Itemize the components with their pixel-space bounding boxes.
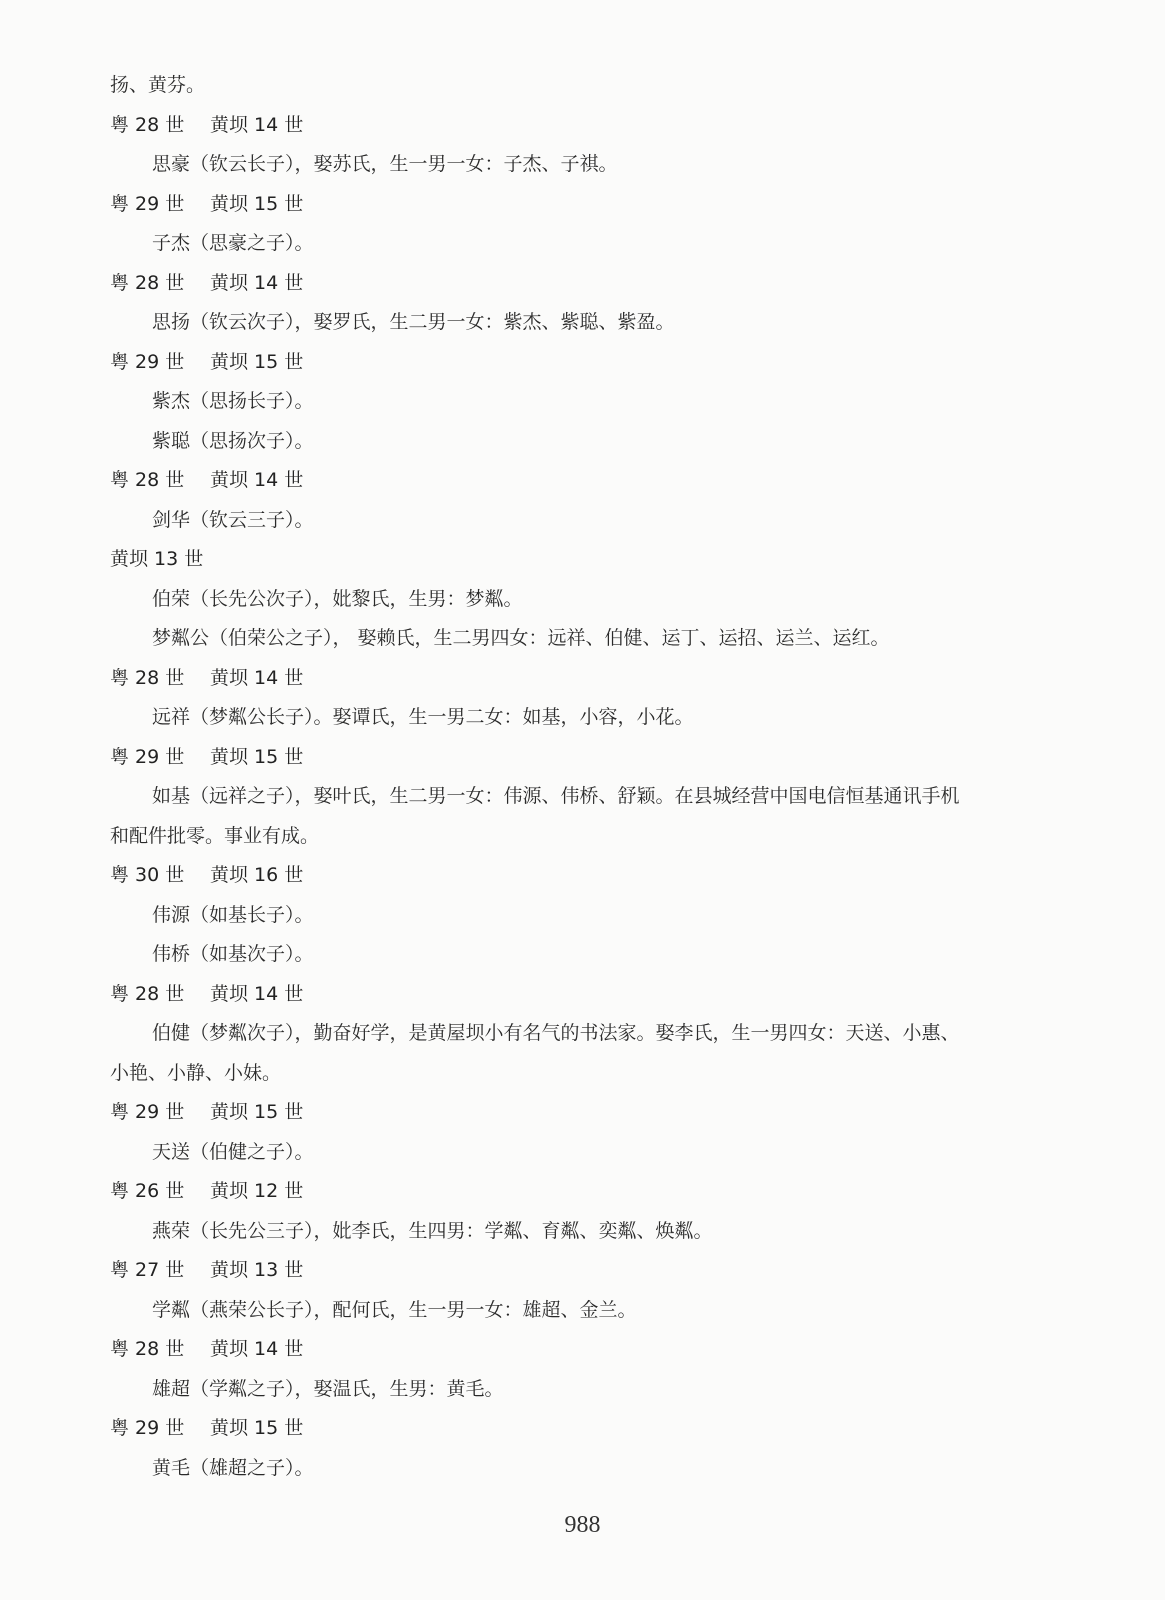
generation-heading [110, 185, 1050, 225]
generation-heading [110, 264, 1050, 304]
local-generation-label: 黄坝 13 世 [210, 1259, 304, 1281]
generation-label: 粤 29 世 [110, 1101, 185, 1123]
genealogy-entry [110, 1291, 1050, 1331]
generation-heading [110, 856, 1050, 896]
continuation-line: 和配件批零。事业有成。 [110, 824, 320, 847]
generation-label: 粤 28 世 [110, 666, 185, 689]
entry-text: （思扬长子）。 [190, 390, 314, 412]
generation-heading [110, 1330, 1050, 1370]
entry-text: （梦粼次子），勤奋好学，是黄屋坝小有名气的书法家。娶李氏，生一男四女：天送、小惠、 [190, 1022, 960, 1044]
genealogy-entry [110, 382, 1050, 422]
generation-label: 粤 29 世 [110, 350, 185, 373]
generation-label: 粤 26 世 [110, 1180, 185, 1202]
generation-label: 粤 29 世 [110, 192, 185, 215]
continuation-line: 扬、黄芬。 [110, 74, 206, 96]
local-generation-label: 黄坝 14 世 [210, 982, 304, 1005]
generation-heading [110, 1251, 1050, 1291]
generation-heading [110, 1093, 1050, 1133]
person-name: 伟桥 [152, 943, 191, 965]
generation-label: 粤 30 世 [110, 864, 185, 886]
entry-text: （钦云三子）。 [190, 508, 314, 531]
genealogy-entry [110, 224, 1050, 264]
local-generation-label: 黄坝 14 世 [210, 113, 304, 136]
person-name: 思豪 [152, 153, 191, 175]
genealogy-entry [110, 1449, 1050, 1489]
genealogy-entry [110, 145, 1050, 185]
generation-heading [110, 1172, 1050, 1212]
genealogy-entry [110, 698, 1050, 738]
generation-label: 粤 28 世 [110, 469, 185, 491]
person-name: 黄毛 [152, 1456, 191, 1479]
genealogy-entry [110, 422, 1050, 462]
genealogy-entry [110, 1370, 1050, 1410]
generation-heading [110, 1409, 1050, 1449]
entry-text: （伯健之子）。 [190, 1140, 314, 1163]
genealogy-entry [110, 501, 1050, 541]
entry-text: （钦云长子），娶苏氏，生一男一女：子杰、子祺。 [190, 153, 618, 175]
local-generation-label: 黄坝 15 世 [210, 745, 304, 768]
local-generation-label: 黄坝 15 世 [210, 1417, 304, 1439]
local-generation-label: 黄坝 15 世 [210, 350, 304, 373]
generation-label: 粤 28 世 [110, 113, 185, 136]
genealogy-entry [110, 580, 1050, 620]
generation-label: 黄坝 13 世 [110, 548, 204, 570]
genealogy-entry [110, 303, 1050, 343]
genealogy-entry [110, 777, 1050, 817]
generation-label: 粤 28 世 [110, 1338, 185, 1360]
person-name: 伟源 [152, 903, 191, 926]
generation-heading [110, 106, 1050, 146]
entry-text: （梦粼公长子）。娶谭氏，生一男二女：如基，小容，小花。 [190, 706, 694, 728]
entry-text: （长先公次子），妣黎氏，生男：梦粼。 [190, 587, 523, 610]
person-name: 伯荣 [152, 587, 191, 610]
entry-text: （长先公三子），妣李氏，生四男：学粼、育粼、奕粼、焕粼。 [190, 1219, 713, 1242]
local-generation-label: 黄坝 14 世 [210, 1338, 304, 1360]
person-name: 如基 [152, 785, 191, 807]
person-name: 燕荣 [152, 1219, 191, 1242]
person-name: 子杰 [152, 232, 191, 254]
document-body [110, 66, 1050, 1488]
generation-heading [110, 540, 1050, 580]
generation-heading [110, 343, 1050, 383]
entry-text: （钦云次子），娶罗氏，生二男一女：紫杰、紫聪、紫盈。 [190, 311, 675, 333]
generation-label: 粤 29 世 [110, 1417, 185, 1439]
page-number: 988 [564, 1512, 601, 1538]
generation-label: 粤 29 世 [110, 745, 185, 768]
local-generation-label: 黄坝 15 世 [210, 192, 304, 215]
entry-text: （如基次子）。 [190, 943, 314, 965]
person-name: 伯健 [152, 1022, 191, 1044]
person-name: 梦粼公 [152, 627, 210, 649]
entry-text: （燕荣公长子），配何氏，生一男一女：雄超、金兰。 [190, 1298, 637, 1321]
generation-label: 粤 27 世 [110, 1259, 185, 1281]
entry-text: （雄超之子）。 [190, 1456, 314, 1479]
person-name: 紫杰 [152, 390, 191, 412]
local-generation-label: 黄坝 14 世 [210, 271, 304, 294]
generation-heading [110, 461, 1050, 501]
entry-text: （伯荣公之子）， 娶赖氏，生二男四女：远祥、伯健、运丁、运招、运兰、运红。 [209, 627, 890, 649]
genealogy-entry [110, 619, 1050, 659]
local-generation-label: 黄坝 16 世 [210, 864, 304, 886]
entry-text: （思豪之子）。 [190, 232, 314, 254]
genealogy-entry [110, 1212, 1050, 1252]
entry-text: （如基长子）。 [190, 903, 314, 926]
generation-heading [110, 738, 1050, 778]
continuation-line: 小艳、小静、小妹。 [110, 1061, 282, 1084]
local-generation-label: 黄坝 12 世 [210, 1180, 304, 1202]
genealogy-entry [110, 1014, 1050, 1054]
local-generation-label: 黄坝 14 世 [210, 469, 304, 491]
person-name: 雄超 [152, 1377, 191, 1400]
generation-label: 粤 28 世 [110, 271, 185, 294]
person-name: 天送 [152, 1140, 191, 1163]
generation-heading [110, 975, 1050, 1015]
entry-text: （远祥之子），娶叶氏，生二男一女：伟源、伟桥、舒颖。在县城经营中国电信恒基通讯手机 [190, 785, 960, 807]
genealogy-entry [110, 935, 1050, 975]
local-generation-label: 黄坝 14 世 [210, 666, 304, 689]
person-name: 紫聪 [152, 429, 191, 452]
genealogy-entry [110, 1133, 1050, 1173]
person-name: 剑华 [152, 508, 191, 531]
entry-text: （思扬次子）。 [190, 429, 314, 452]
generation-label: 粤 28 世 [110, 982, 185, 1005]
person-name: 学粼 [152, 1298, 191, 1321]
local-generation-label: 黄坝 15 世 [210, 1101, 304, 1123]
person-name: 思扬 [152, 311, 191, 333]
person-name: 远祥 [152, 706, 191, 728]
entry-text: （学粼之子），娶温氏，生男：黄毛。 [190, 1377, 504, 1400]
generation-heading [110, 659, 1050, 699]
genealogy-entry [110, 896, 1050, 936]
